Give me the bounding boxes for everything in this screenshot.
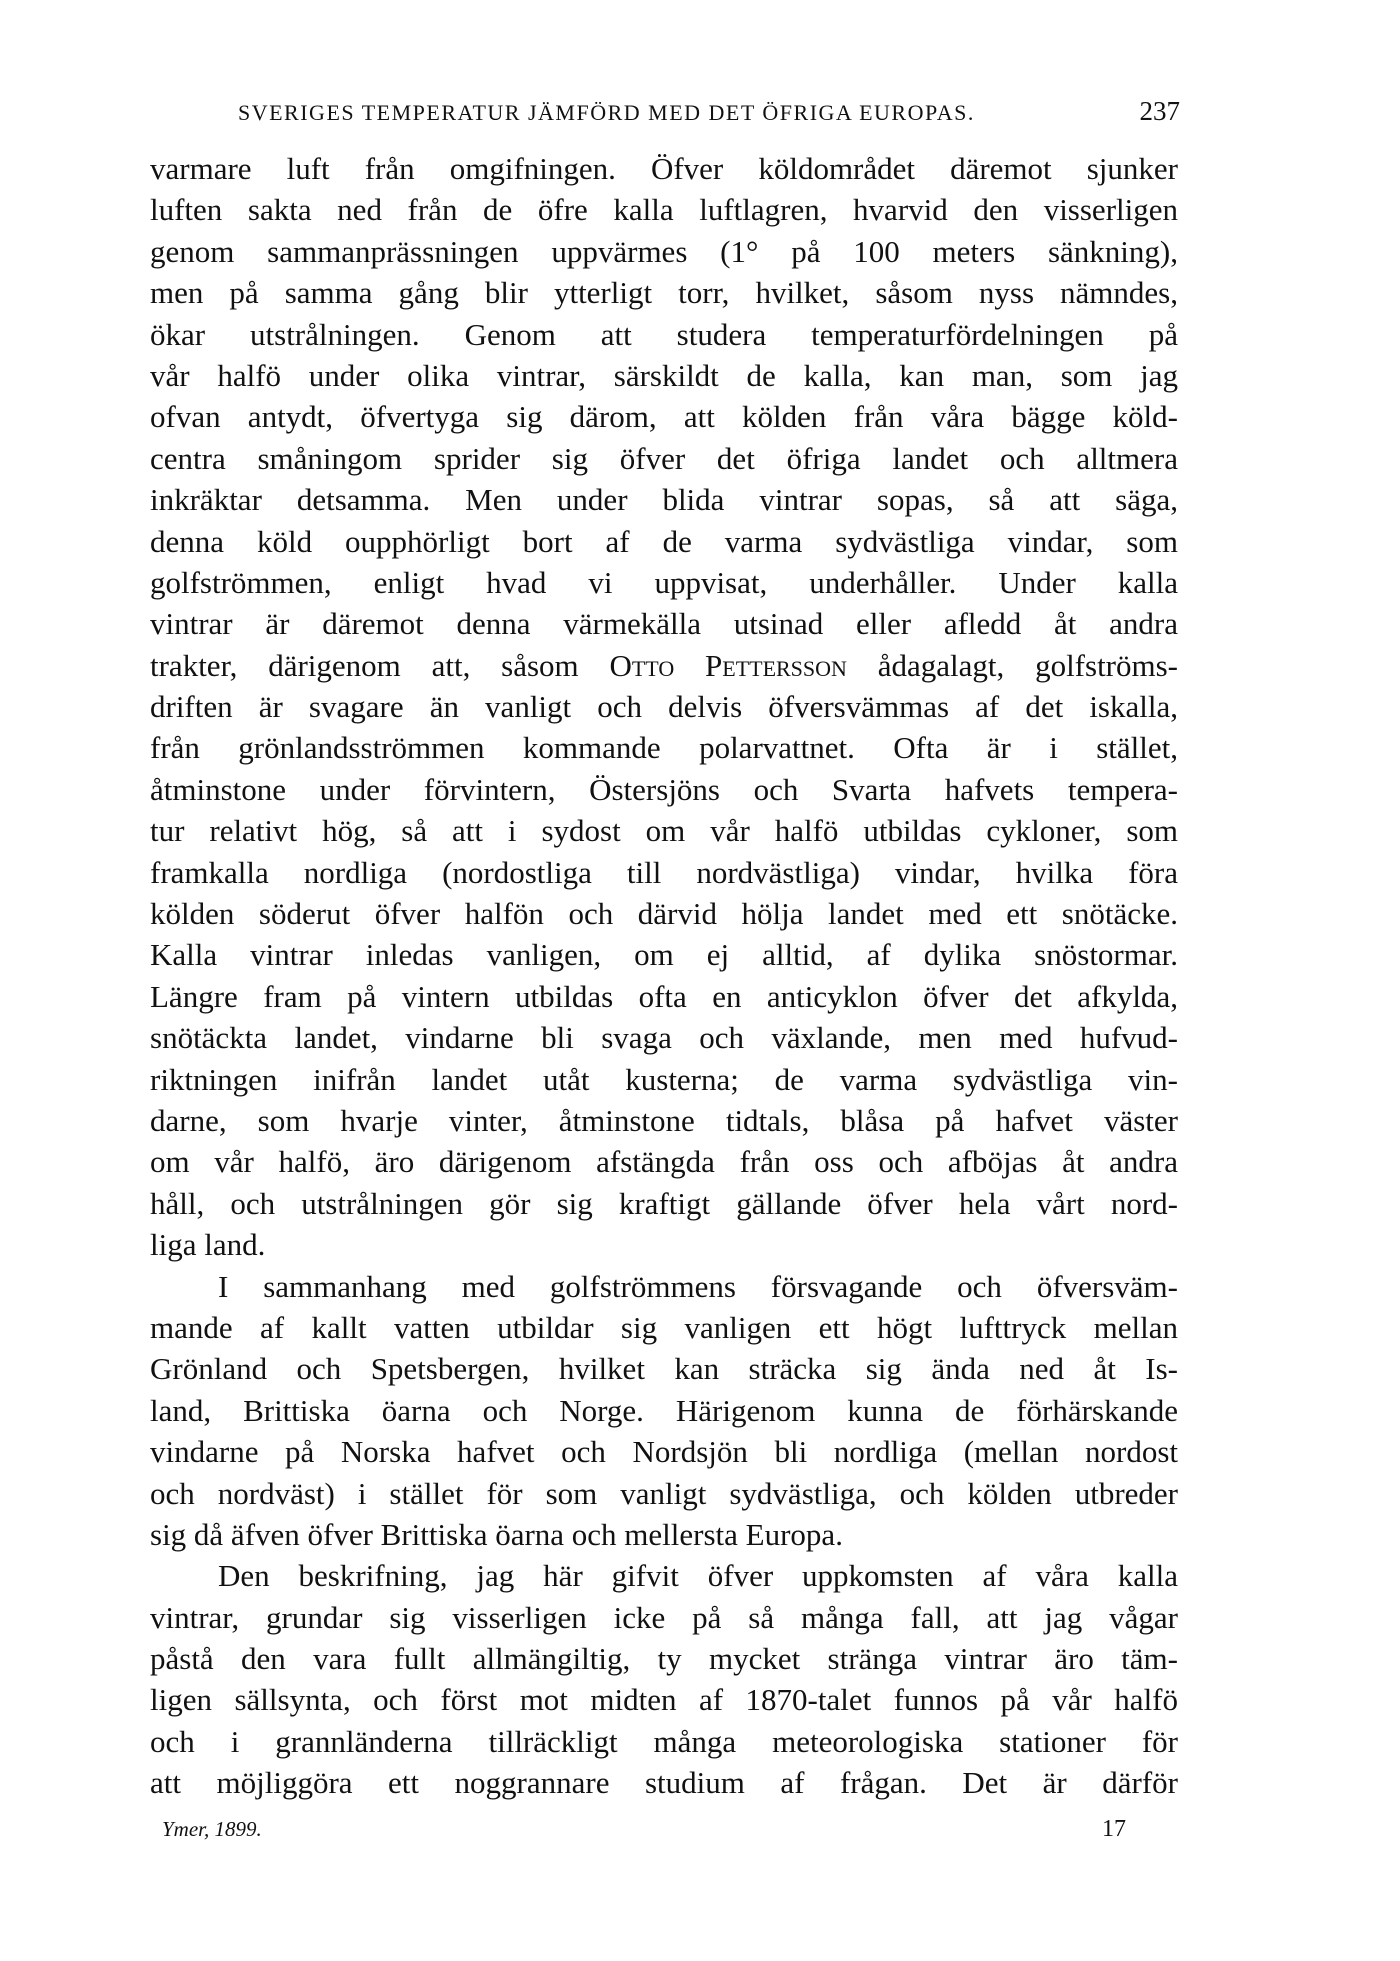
- text-line: om vår halfö, äro därigenom afstängda från oss och afböjas åt andra: [150, 1144, 1178, 1180]
- body-text: [150, 148, 1178, 1804]
- text-line: kölden söderut öfver halfön och därvid hölja landet med ett snötäcke.: [150, 896, 1178, 932]
- signature-mark: 17: [1102, 1816, 1126, 1842]
- text-line: Kalla vintrar inledas vanligen, om ej alltid, af dylika snöstormar.: [150, 937, 1178, 973]
- page-number: 237: [1139, 96, 1180, 126]
- text-line: vintrar är däremot denna värmekälla utsinad eller afledd åt andra: [150, 606, 1178, 642]
- text-line: denna köld oupphörligt bort af de varma sydvästliga vindar, som: [150, 523, 1178, 559]
- text-line: mande af kallt vatten utbildar sig vanligen ett högt lufttryck mellan: [150, 1309, 1178, 1345]
- text-line: att möjliggöra ett noggrannare studium af frågan. Det är därför: [150, 1765, 1178, 1801]
- text-line: ligen sällsynta, och först mot midten af 1870-talet funnos på vår halfö: [150, 1682, 1178, 1718]
- text-line: vindarne på Norska hafvet och Nordsjön bli nordliga (mellan nordost: [150, 1434, 1178, 1470]
- text-line: men på samma gång blir ytterligt torr, hvilket, såsom nyss nämndes,: [150, 275, 1178, 311]
- text-line: riktningen inifrån landet utåt kusterna; de varma sydvästliga vin-: [150, 1061, 1178, 1097]
- person-name: Otto Pettersson: [609, 647, 847, 683]
- text-line: vår halfö under olika vintrar, särskildt de kalla, kan man, som jag: [150, 357, 1178, 393]
- paragraph-start-line: Den beskrifning, jag här gifvit öfver uppkomsten af våra kalla: [218, 1558, 1178, 1594]
- text-segment: ådagalagt, golfströms-: [877, 647, 1178, 683]
- text-line: centra småningom sprider sig öfver det öfriga landet och alltmera: [150, 440, 1178, 476]
- text-line: snötäckta landet, vindarne bli svaga och växlande, men med hufvud-: [150, 1020, 1178, 1056]
- text-line: varmare luft från omgifningen. Öfver köldområdet däremot sjunker: [150, 151, 1178, 186]
- journal-citation: Ymer, 1899.: [162, 1817, 262, 1841]
- text-line: Grönland och Spetsbergen, hvilket kan sträcka sig ända ned åt Is-: [150, 1351, 1178, 1387]
- text-line: åtminstone under förvintern, Östersjöns och Svarta hafvets tempera-: [150, 771, 1178, 807]
- text-line: från grönlandsströmmen kommande polarvattnet. Ofta är i stället,: [150, 730, 1178, 766]
- text-line: ofvan antydt, öfvertyga sig därom, att kölden från våra bägge köld-: [150, 399, 1178, 435]
- text-line: driften är svagare än vanligt och delvis öfversvämmas af det iskalla,: [150, 689, 1178, 725]
- text-line: påstå den vara fullt allmängiltig, ty mycket stränga vintrar äro täm-: [150, 1641, 1178, 1677]
- text-line: och i grannländerna tillräckligt många meteorologiska stationer för: [150, 1723, 1178, 1759]
- paragraph-start-line: I sammanhang med golfströmmens försvagande och öfversväm-: [218, 1268, 1178, 1304]
- text-line: Längre fram på vintern utbildas ofta en anticyklon öfver det afkylda,: [150, 978, 1178, 1014]
- text-line: darne, som hvarje vinter, åtminstone tidtals, blåsa på hafvet väster: [150, 1102, 1178, 1138]
- text-line: håll, och utstrålningen gör sig kraftigt gällande öfver hela vårt nord-: [150, 1185, 1178, 1221]
- page-footer: [150, 1816, 1140, 1843]
- paragraph-end-line: liga land.: [150, 1227, 266, 1263]
- text-line: tur relativt hög, så att i sydost om vår halfö utbildas cykloner, som: [150, 813, 1178, 849]
- text-line: ökar utstrålningen. Genom att studera temperaturfördelningen på: [150, 316, 1178, 352]
- paragraph-end-line: sig då äfven öfver Brittiska öarna och mellersta Europa.: [150, 1516, 843, 1552]
- running-title: SVERIGES TEMPERATUR JÄMFÖRD MED DET ÖFRIGA EUROPAS.: [238, 100, 975, 125]
- text-line: vintrar, grundar sig visserligen icke på så många fall, att jag vågar: [150, 1599, 1178, 1635]
- text-line: inkräktar detsamma. Men under blida vintrar sopas, så att säga,: [150, 482, 1178, 518]
- text-segment: trakter, därigenom att, såsom: [150, 647, 579, 683]
- text-line: och nordväst) i stället för som vanligt sydvästliga, och kölden utbreder: [150, 1475, 1178, 1511]
- text-line: land, Brittiska öarna och Norge. Härigenom kunna de förhärskande: [150, 1392, 1178, 1428]
- text-line: luften sakta ned från de öfre kalla luftlagren, hvarvid den visserligen: [150, 192, 1178, 228]
- text-line: genom sammanprässningen uppvärmes (1° på 100 meters sänkning),: [150, 233, 1178, 269]
- text-line: framkalla nordliga (nordostliga till nordvästliga) vindar, hvilka föra: [150, 854, 1178, 890]
- running-header: [150, 96, 1180, 127]
- text-line: golfströmmen, enligt hvad vi uppvisat, underhåller. Under kalla: [150, 564, 1178, 600]
- text-line: [150, 645, 1178, 686]
